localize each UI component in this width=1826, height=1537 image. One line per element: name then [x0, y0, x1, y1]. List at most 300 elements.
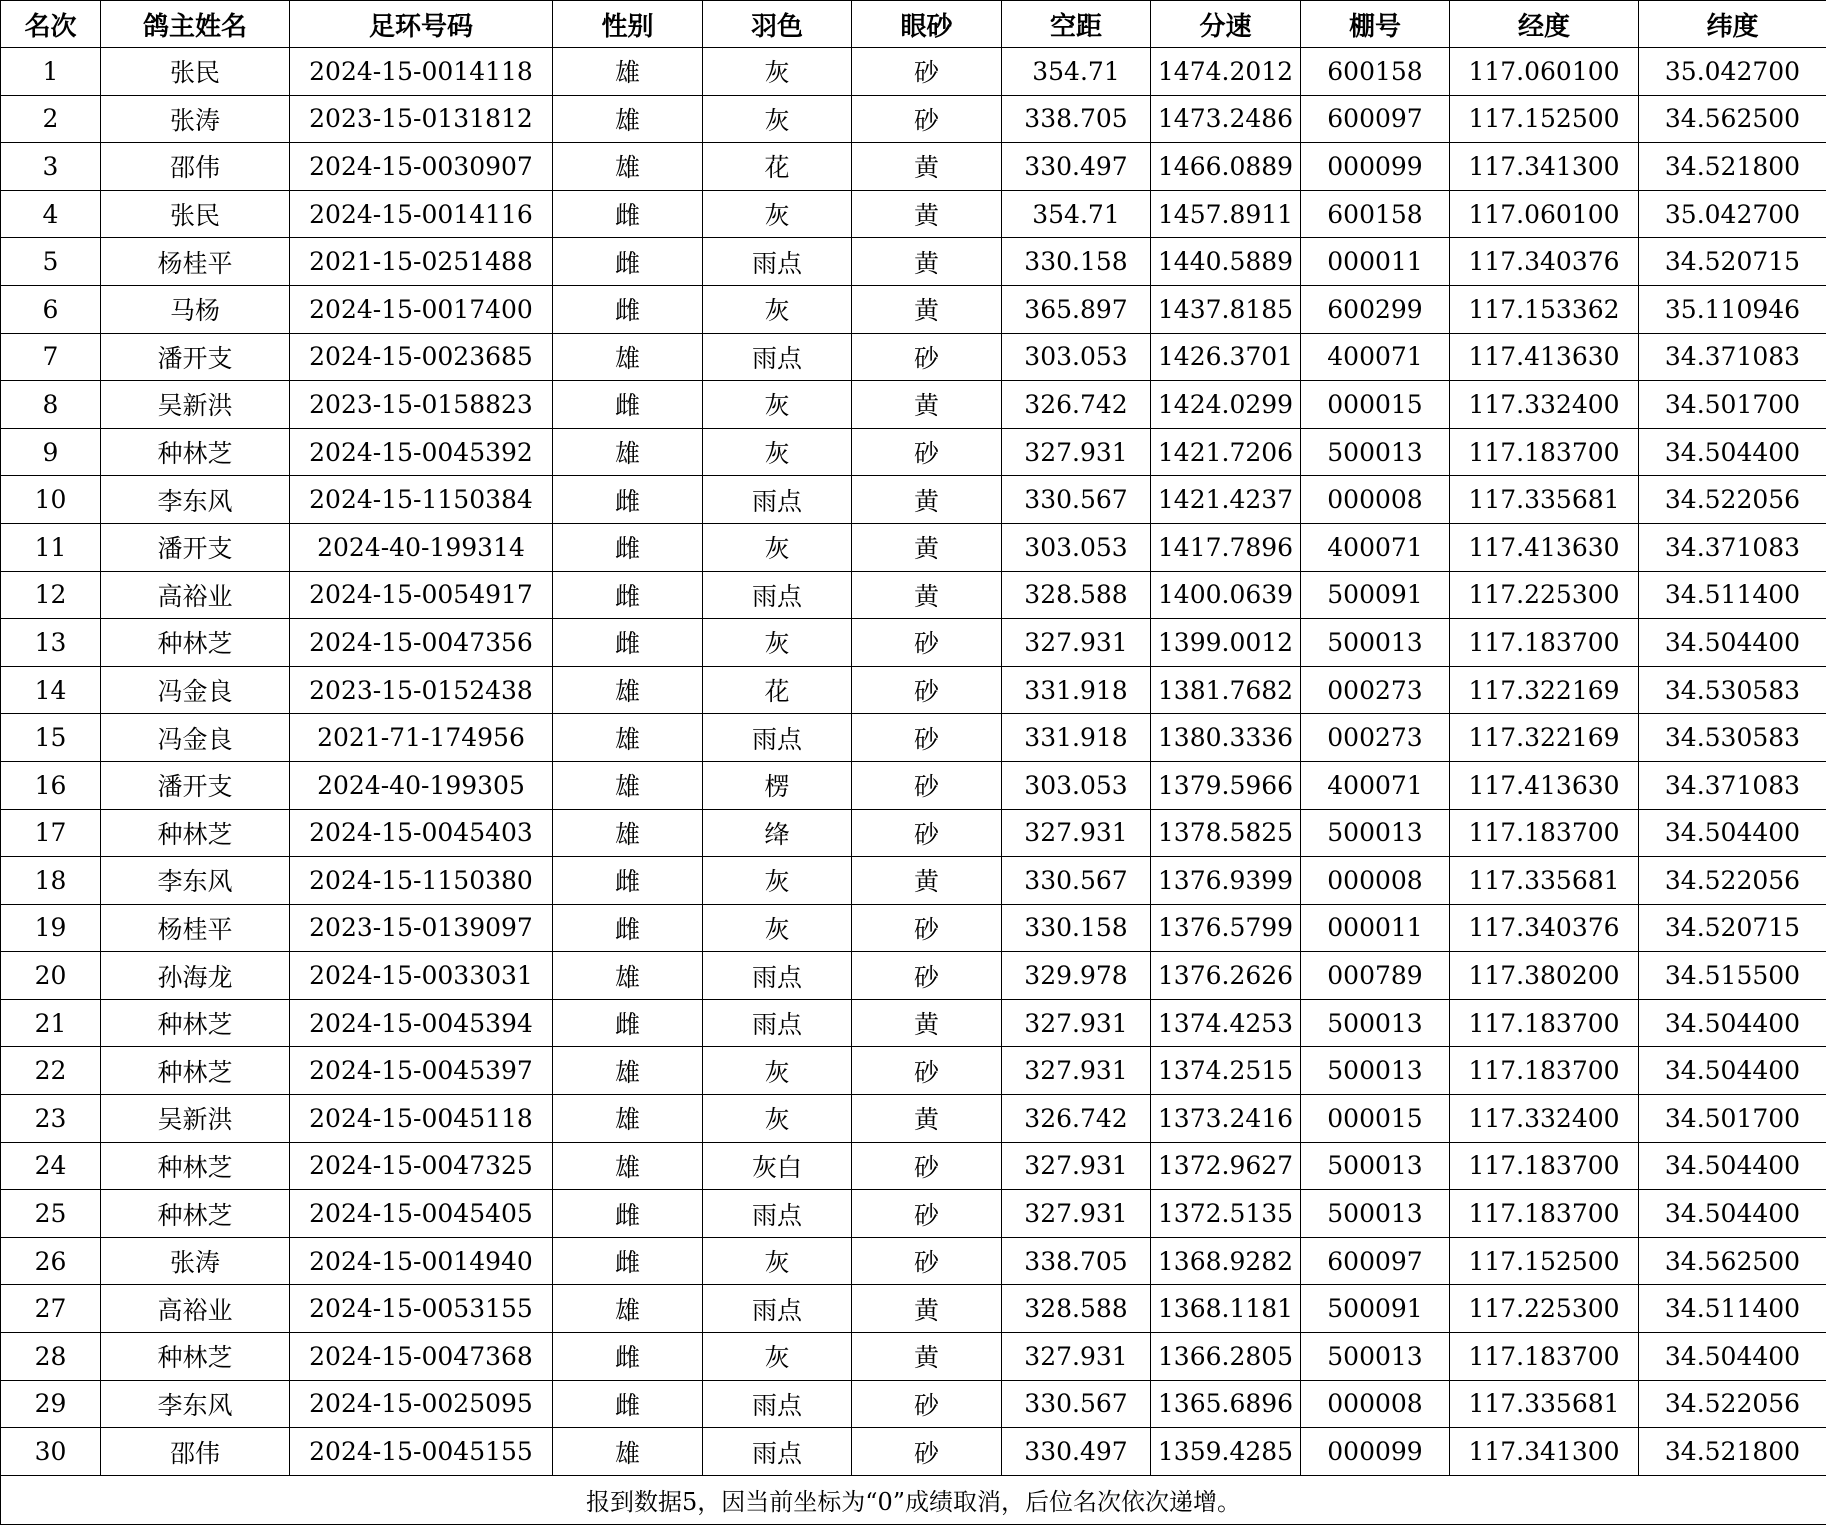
latitude-cell: 34.530583 — [1639, 714, 1826, 762]
eye-sign-cell: 黄 — [852, 571, 1002, 619]
longitude-cell: 117.335681 — [1450, 476, 1639, 524]
speed-cell: 1376.2626 — [1151, 952, 1301, 1000]
table-row — [1, 1237, 1826, 1285]
owner-name-cell: 种林芝 — [101, 428, 290, 476]
latitude-cell: 35.110946 — [1639, 285, 1826, 333]
loft-number-cell: 000008 — [1301, 476, 1450, 524]
eye-sign-cell: 砂 — [852, 761, 1002, 809]
ring-number-cell: 2021-71-174956 — [290, 714, 553, 762]
rank-cell: 1 — [1, 48, 101, 96]
header-distance: 空距 — [1002, 1, 1151, 48]
feather-color-cell: 灰 — [703, 381, 852, 429]
table-row — [1, 285, 1826, 333]
speed-cell: 1381.7682 — [1151, 666, 1301, 714]
rank-cell: 30 — [1, 1428, 101, 1476]
feather-color-cell: 灰 — [703, 1333, 852, 1381]
ring-number-cell: 2024-15-0023685 — [290, 333, 553, 381]
distance-cell: 327.931 — [1002, 1190, 1151, 1238]
loft-number-cell: 500013 — [1301, 428, 1450, 476]
distance-cell: 354.71 — [1002, 48, 1151, 96]
latitude-cell: 34.522056 — [1639, 857, 1826, 905]
table-row — [1, 904, 1826, 952]
ring-number-cell: 2024-15-1150384 — [290, 476, 553, 524]
longitude-cell: 117.183700 — [1450, 619, 1639, 667]
header-longitude: 经度 — [1450, 1, 1639, 48]
eye-sign-cell: 砂 — [852, 428, 1002, 476]
sex-cell: 雄 — [553, 48, 703, 96]
speed-cell: 1372.5135 — [1151, 1190, 1301, 1238]
loft-number-cell: 600097 — [1301, 1237, 1450, 1285]
table-row — [1, 190, 1826, 238]
sex-cell: 雄 — [553, 1285, 703, 1333]
feather-color-cell: 花 — [703, 666, 852, 714]
longitude-cell: 117.332400 — [1450, 381, 1639, 429]
ring-number-cell: 2024-15-0045403 — [290, 809, 553, 857]
eye-sign-cell: 砂 — [852, 952, 1002, 1000]
eye-sign-cell: 砂 — [852, 1237, 1002, 1285]
longitude-cell: 117.183700 — [1450, 1333, 1639, 1381]
distance-cell: 327.931 — [1002, 1047, 1151, 1095]
speed-cell: 1378.5825 — [1151, 809, 1301, 857]
loft-number-cell: 000273 — [1301, 666, 1450, 714]
latitude-cell: 34.562500 — [1639, 1237, 1826, 1285]
eye-sign-cell: 黄 — [852, 1285, 1002, 1333]
distance-cell: 327.931 — [1002, 1333, 1151, 1381]
ring-number-cell: 2023-15-0131812 — [290, 95, 553, 143]
longitude-cell: 117.413630 — [1450, 523, 1639, 571]
latitude-cell: 34.504400 — [1639, 1142, 1826, 1190]
loft-number-cell: 500091 — [1301, 571, 1450, 619]
sex-cell: 雌 — [553, 904, 703, 952]
rank-cell: 9 — [1, 428, 101, 476]
owner-name-cell: 杨桂平 — [101, 238, 290, 286]
distance-cell: 330.497 — [1002, 1428, 1151, 1476]
feather-color-cell: 绛 — [703, 809, 852, 857]
sex-cell: 雌 — [553, 476, 703, 524]
longitude-cell: 117.183700 — [1450, 1047, 1639, 1095]
table-row — [1, 523, 1826, 571]
speed-cell: 1421.7206 — [1151, 428, 1301, 476]
feather-color-cell: 灰 — [703, 1047, 852, 1095]
latitude-cell: 34.515500 — [1639, 952, 1826, 1000]
ring-number-cell: 2024-15-0045405 — [290, 1190, 553, 1238]
speed-cell: 1400.0639 — [1151, 571, 1301, 619]
sex-cell: 雄 — [553, 809, 703, 857]
eye-sign-cell: 砂 — [852, 1047, 1002, 1095]
speed-cell: 1368.1181 — [1151, 1285, 1301, 1333]
latitude-cell: 34.511400 — [1639, 571, 1826, 619]
distance-cell: 338.705 — [1002, 95, 1151, 143]
eye-sign-cell: 黄 — [852, 143, 1002, 191]
latitude-cell: 34.530583 — [1639, 666, 1826, 714]
eye-sign-cell: 砂 — [852, 95, 1002, 143]
rank-cell: 10 — [1, 476, 101, 524]
distance-cell: 331.918 — [1002, 666, 1151, 714]
sex-cell: 雌 — [553, 523, 703, 571]
ring-number-cell: 2024-15-0030907 — [290, 143, 553, 191]
ring-number-cell: 2024-15-0014118 — [290, 48, 553, 96]
rank-cell: 22 — [1, 1047, 101, 1095]
eye-sign-cell: 黄 — [852, 238, 1002, 286]
rank-cell: 24 — [1, 1142, 101, 1190]
table-row — [1, 1333, 1826, 1381]
ring-number-cell: 2024-15-0047368 — [290, 1333, 553, 1381]
ring-number-cell: 2023-15-0152438 — [290, 666, 553, 714]
owner-name-cell: 李东风 — [101, 476, 290, 524]
distance-cell: 330.158 — [1002, 904, 1151, 952]
speed-cell: 1437.8185 — [1151, 285, 1301, 333]
owner-name-cell: 吴新洪 — [101, 1095, 290, 1143]
owner-name-cell: 马杨 — [101, 285, 290, 333]
longitude-cell: 117.183700 — [1450, 1190, 1639, 1238]
owner-name-cell: 邵伟 — [101, 1428, 290, 1476]
eye-sign-cell: 黄 — [852, 1095, 1002, 1143]
feather-color-cell: 雨点 — [703, 1190, 852, 1238]
table-row — [1, 714, 1826, 762]
sex-cell: 雄 — [553, 1047, 703, 1095]
table-row — [1, 143, 1826, 191]
distance-cell: 328.588 — [1002, 1285, 1151, 1333]
rank-cell: 7 — [1, 333, 101, 381]
sex-cell: 雌 — [553, 1333, 703, 1381]
ring-number-cell: 2024-15-0045155 — [290, 1428, 553, 1476]
sex-cell: 雌 — [553, 285, 703, 333]
ring-number-cell: 2024-15-0017400 — [290, 285, 553, 333]
ring-number-cell: 2024-15-0045118 — [290, 1095, 553, 1143]
feather-color-cell: 雨点 — [703, 238, 852, 286]
table-row — [1, 428, 1826, 476]
ring-number-cell: 2024-15-0045397 — [290, 1047, 553, 1095]
owner-name-cell: 冯金良 — [101, 714, 290, 762]
longitude-cell: 117.225300 — [1450, 571, 1639, 619]
loft-number-cell: 000099 — [1301, 1428, 1450, 1476]
results-body — [1, 48, 1826, 1476]
table-row — [1, 857, 1826, 905]
latitude-cell: 34.504400 — [1639, 428, 1826, 476]
eye-sign-cell: 黄 — [852, 1333, 1002, 1381]
distance-cell: 327.931 — [1002, 1142, 1151, 1190]
owner-name-cell: 种林芝 — [101, 1047, 290, 1095]
owner-name-cell: 潘开支 — [101, 333, 290, 381]
ring-number-cell: 2024-15-0025095 — [290, 1380, 553, 1428]
table-row — [1, 95, 1826, 143]
distance-cell: 365.897 — [1002, 285, 1151, 333]
speed-cell: 1376.5799 — [1151, 904, 1301, 952]
longitude-cell: 117.322169 — [1450, 714, 1639, 762]
speed-cell: 1365.6896 — [1151, 1380, 1301, 1428]
feather-color-cell: 灰 — [703, 190, 852, 238]
distance-cell: 354.71 — [1002, 190, 1151, 238]
speed-cell: 1421.4237 — [1151, 476, 1301, 524]
sex-cell: 雌 — [553, 238, 703, 286]
longitude-cell: 117.153362 — [1450, 285, 1639, 333]
distance-cell: 330.497 — [1002, 143, 1151, 191]
ring-number-cell: 2024-15-0014940 — [290, 1237, 553, 1285]
sex-cell: 雄 — [553, 666, 703, 714]
sex-cell: 雄 — [553, 1428, 703, 1476]
rank-cell: 27 — [1, 1285, 101, 1333]
loft-number-cell: 000011 — [1301, 238, 1450, 286]
eye-sign-cell: 砂 — [852, 48, 1002, 96]
latitude-cell: 34.371083 — [1639, 761, 1826, 809]
sex-cell: 雄 — [553, 1095, 703, 1143]
longitude-cell: 117.060100 — [1450, 190, 1639, 238]
loft-number-cell: 600158 — [1301, 48, 1450, 96]
latitude-cell: 34.504400 — [1639, 619, 1826, 667]
distance-cell: 330.567 — [1002, 857, 1151, 905]
distance-cell: 328.588 — [1002, 571, 1151, 619]
eye-sign-cell: 砂 — [852, 1142, 1002, 1190]
feather-color-cell: 雨点 — [703, 1285, 852, 1333]
rank-cell: 2 — [1, 95, 101, 143]
longitude-cell: 117.341300 — [1450, 143, 1639, 191]
feather-color-cell: 雨点 — [703, 476, 852, 524]
rank-cell: 16 — [1, 761, 101, 809]
speed-cell: 1424.0299 — [1151, 381, 1301, 429]
table-row — [1, 619, 1826, 667]
sex-cell: 雄 — [553, 143, 703, 191]
latitude-cell: 35.042700 — [1639, 48, 1826, 96]
table-row — [1, 1285, 1826, 1333]
feather-color-cell: 灰 — [703, 619, 852, 667]
table-row — [1, 1047, 1826, 1095]
table-row — [1, 571, 1826, 619]
ring-number-cell: 2024-15-0014116 — [290, 190, 553, 238]
ring-number-cell: 2023-15-0139097 — [290, 904, 553, 952]
distance-cell: 338.705 — [1002, 1237, 1151, 1285]
owner-name-cell: 种林芝 — [101, 619, 290, 667]
speed-cell: 1399.0012 — [1151, 619, 1301, 667]
header-speed: 分速 — [1151, 1, 1301, 48]
owner-name-cell: 种林芝 — [101, 809, 290, 857]
loft-number-cell: 000099 — [1301, 143, 1450, 191]
longitude-cell: 117.335681 — [1450, 857, 1639, 905]
longitude-cell: 117.340376 — [1450, 238, 1639, 286]
sex-cell: 雌 — [553, 571, 703, 619]
header-row — [1, 1, 1826, 48]
table-row — [1, 1380, 1826, 1428]
table-row — [1, 1190, 1826, 1238]
rank-cell: 25 — [1, 1190, 101, 1238]
latitude-cell: 34.504400 — [1639, 1190, 1826, 1238]
feather-color-cell: 楞 — [703, 761, 852, 809]
eye-sign-cell: 砂 — [852, 1428, 1002, 1476]
owner-name-cell: 张民 — [101, 48, 290, 96]
ring-number-cell: 2024-15-0033031 — [290, 952, 553, 1000]
eye-sign-cell: 砂 — [852, 1380, 1002, 1428]
table-row — [1, 999, 1826, 1047]
ring-number-cell: 2024-15-0053155 — [290, 1285, 553, 1333]
ring-number-cell: 2024-15-0045394 — [290, 999, 553, 1047]
latitude-cell: 34.501700 — [1639, 1095, 1826, 1143]
feather-color-cell: 灰白 — [703, 1142, 852, 1190]
feather-color-cell: 花 — [703, 143, 852, 191]
loft-number-cell: 500013 — [1301, 1333, 1450, 1381]
sex-cell: 雌 — [553, 190, 703, 238]
owner-name-cell: 吴新洪 — [101, 381, 290, 429]
ring-number-cell: 2021-15-0251488 — [290, 238, 553, 286]
ring-number-cell: 2024-15-0047356 — [290, 619, 553, 667]
speed-cell: 1366.2805 — [1151, 1333, 1301, 1381]
rank-cell: 3 — [1, 143, 101, 191]
table-row — [1, 1428, 1826, 1476]
ring-number-cell: 2024-40-199314 — [290, 523, 553, 571]
speed-cell: 1359.4285 — [1151, 1428, 1301, 1476]
owner-name-cell: 潘开支 — [101, 523, 290, 571]
speed-cell: 1474.2012 — [1151, 48, 1301, 96]
owner-name-cell: 邵伟 — [101, 143, 290, 191]
sex-cell: 雄 — [553, 952, 703, 1000]
ring-number-cell: 2024-40-199305 — [290, 761, 553, 809]
speed-cell: 1379.5966 — [1151, 761, 1301, 809]
header-ring-number: 足环号码 — [290, 1, 553, 48]
rank-cell: 17 — [1, 809, 101, 857]
latitude-cell: 34.522056 — [1639, 476, 1826, 524]
eye-sign-cell: 黄 — [852, 476, 1002, 524]
latitude-cell: 34.520715 — [1639, 238, 1826, 286]
speed-cell: 1373.2416 — [1151, 1095, 1301, 1143]
loft-number-cell: 000008 — [1301, 857, 1450, 905]
table-row — [1, 952, 1826, 1000]
owner-name-cell: 高裕业 — [101, 1285, 290, 1333]
speed-cell: 1374.4253 — [1151, 999, 1301, 1047]
sex-cell: 雌 — [553, 999, 703, 1047]
table-row — [1, 381, 1826, 429]
longitude-cell: 117.060100 — [1450, 48, 1639, 96]
distance-cell: 329.978 — [1002, 952, 1151, 1000]
latitude-cell: 34.504400 — [1639, 1047, 1826, 1095]
header-sex: 性别 — [553, 1, 703, 48]
rank-cell: 8 — [1, 381, 101, 429]
rank-cell: 11 — [1, 523, 101, 571]
rank-cell: 5 — [1, 238, 101, 286]
header-eye-sign: 眼砂 — [852, 1, 1002, 48]
distance-cell: 326.742 — [1002, 381, 1151, 429]
table-row — [1, 761, 1826, 809]
longitude-cell: 117.332400 — [1450, 1095, 1639, 1143]
distance-cell: 330.567 — [1002, 1380, 1151, 1428]
distance-cell: 326.742 — [1002, 1095, 1151, 1143]
loft-number-cell: 400071 — [1301, 761, 1450, 809]
eye-sign-cell: 砂 — [852, 666, 1002, 714]
sex-cell: 雄 — [553, 333, 703, 381]
longitude-cell: 117.183700 — [1450, 1142, 1639, 1190]
feather-color-cell: 灰 — [703, 1237, 852, 1285]
table-row — [1, 476, 1826, 524]
table-row — [1, 48, 1826, 96]
longitude-cell: 117.225300 — [1450, 1285, 1639, 1333]
speed-cell: 1417.7896 — [1151, 523, 1301, 571]
sex-cell: 雄 — [553, 1142, 703, 1190]
speed-cell: 1374.2515 — [1151, 1047, 1301, 1095]
owner-name-cell: 种林芝 — [101, 1142, 290, 1190]
header-latitude: 纬度 — [1639, 1, 1826, 48]
loft-number-cell: 500013 — [1301, 809, 1450, 857]
feather-color-cell: 雨点 — [703, 999, 852, 1047]
distance-cell: 331.918 — [1002, 714, 1151, 762]
latitude-cell: 34.522056 — [1639, 1380, 1826, 1428]
latitude-cell: 34.371083 — [1639, 523, 1826, 571]
loft-number-cell: 000015 — [1301, 381, 1450, 429]
rank-cell: 15 — [1, 714, 101, 762]
footer-row — [1, 1475, 1826, 1524]
latitude-cell: 34.504400 — [1639, 1333, 1826, 1381]
sex-cell: 雌 — [553, 1380, 703, 1428]
sex-cell: 雄 — [553, 761, 703, 809]
table-row — [1, 1142, 1826, 1190]
eye-sign-cell: 黄 — [852, 190, 1002, 238]
feather-color-cell: 灰 — [703, 48, 852, 96]
owner-name-cell: 种林芝 — [101, 1190, 290, 1238]
owner-name-cell: 种林芝 — [101, 1333, 290, 1381]
distance-cell: 303.053 — [1002, 761, 1151, 809]
footer-note: 报到数据5，因当前坐标为“0”成绩取消，后位名次依次递增。 — [1, 1475, 1826, 1524]
rank-cell: 6 — [1, 285, 101, 333]
longitude-cell: 117.413630 — [1450, 761, 1639, 809]
loft-number-cell: 500013 — [1301, 999, 1450, 1047]
latitude-cell: 34.371083 — [1639, 333, 1826, 381]
loft-number-cell: 000015 — [1301, 1095, 1450, 1143]
eye-sign-cell: 黄 — [852, 285, 1002, 333]
loft-number-cell: 000008 — [1301, 1380, 1450, 1428]
speed-cell: 1466.0889 — [1151, 143, 1301, 191]
rank-cell: 19 — [1, 904, 101, 952]
distance-cell: 327.931 — [1002, 809, 1151, 857]
loft-number-cell: 500013 — [1301, 1047, 1450, 1095]
loft-number-cell: 400071 — [1301, 333, 1450, 381]
eye-sign-cell: 黄 — [852, 857, 1002, 905]
latitude-cell: 34.520715 — [1639, 904, 1826, 952]
ring-number-cell: 2024-15-0054917 — [290, 571, 553, 619]
ring-number-cell: 2023-15-0158823 — [290, 381, 553, 429]
longitude-cell: 117.183700 — [1450, 428, 1639, 476]
distance-cell: 330.158 — [1002, 238, 1151, 286]
distance-cell: 327.931 — [1002, 428, 1151, 476]
rank-cell: 18 — [1, 857, 101, 905]
longitude-cell: 117.183700 — [1450, 809, 1639, 857]
longitude-cell: 117.183700 — [1450, 999, 1639, 1047]
latitude-cell: 34.511400 — [1639, 1285, 1826, 1333]
owner-name-cell: 冯金良 — [101, 666, 290, 714]
longitude-cell: 117.340376 — [1450, 904, 1639, 952]
latitude-cell: 34.562500 — [1639, 95, 1826, 143]
owner-name-cell: 杨桂平 — [101, 904, 290, 952]
eye-sign-cell: 砂 — [852, 809, 1002, 857]
longitude-cell: 117.380200 — [1450, 952, 1639, 1000]
rank-cell: 29 — [1, 1380, 101, 1428]
loft-number-cell: 500013 — [1301, 1142, 1450, 1190]
longitude-cell: 117.152500 — [1450, 95, 1639, 143]
longitude-cell: 117.152500 — [1450, 1237, 1639, 1285]
eye-sign-cell: 黄 — [852, 523, 1002, 571]
rank-cell: 4 — [1, 190, 101, 238]
feather-color-cell: 灰 — [703, 1095, 852, 1143]
speed-cell: 1426.3701 — [1151, 333, 1301, 381]
owner-name-cell: 李东风 — [101, 857, 290, 905]
latitude-cell: 34.521800 — [1639, 1428, 1826, 1476]
header-rank: 名次 — [1, 1, 101, 48]
speed-cell: 1376.9399 — [1151, 857, 1301, 905]
feather-color-cell: 雨点 — [703, 1428, 852, 1476]
header-owner-name: 鸽主姓名 — [101, 1, 290, 48]
loft-number-cell: 500013 — [1301, 619, 1450, 667]
rank-cell: 13 — [1, 619, 101, 667]
sex-cell: 雄 — [553, 714, 703, 762]
eye-sign-cell: 黄 — [852, 381, 1002, 429]
ring-number-cell: 2024-15-1150380 — [290, 857, 553, 905]
eye-sign-cell: 黄 — [852, 999, 1002, 1047]
eye-sign-cell: 砂 — [852, 619, 1002, 667]
